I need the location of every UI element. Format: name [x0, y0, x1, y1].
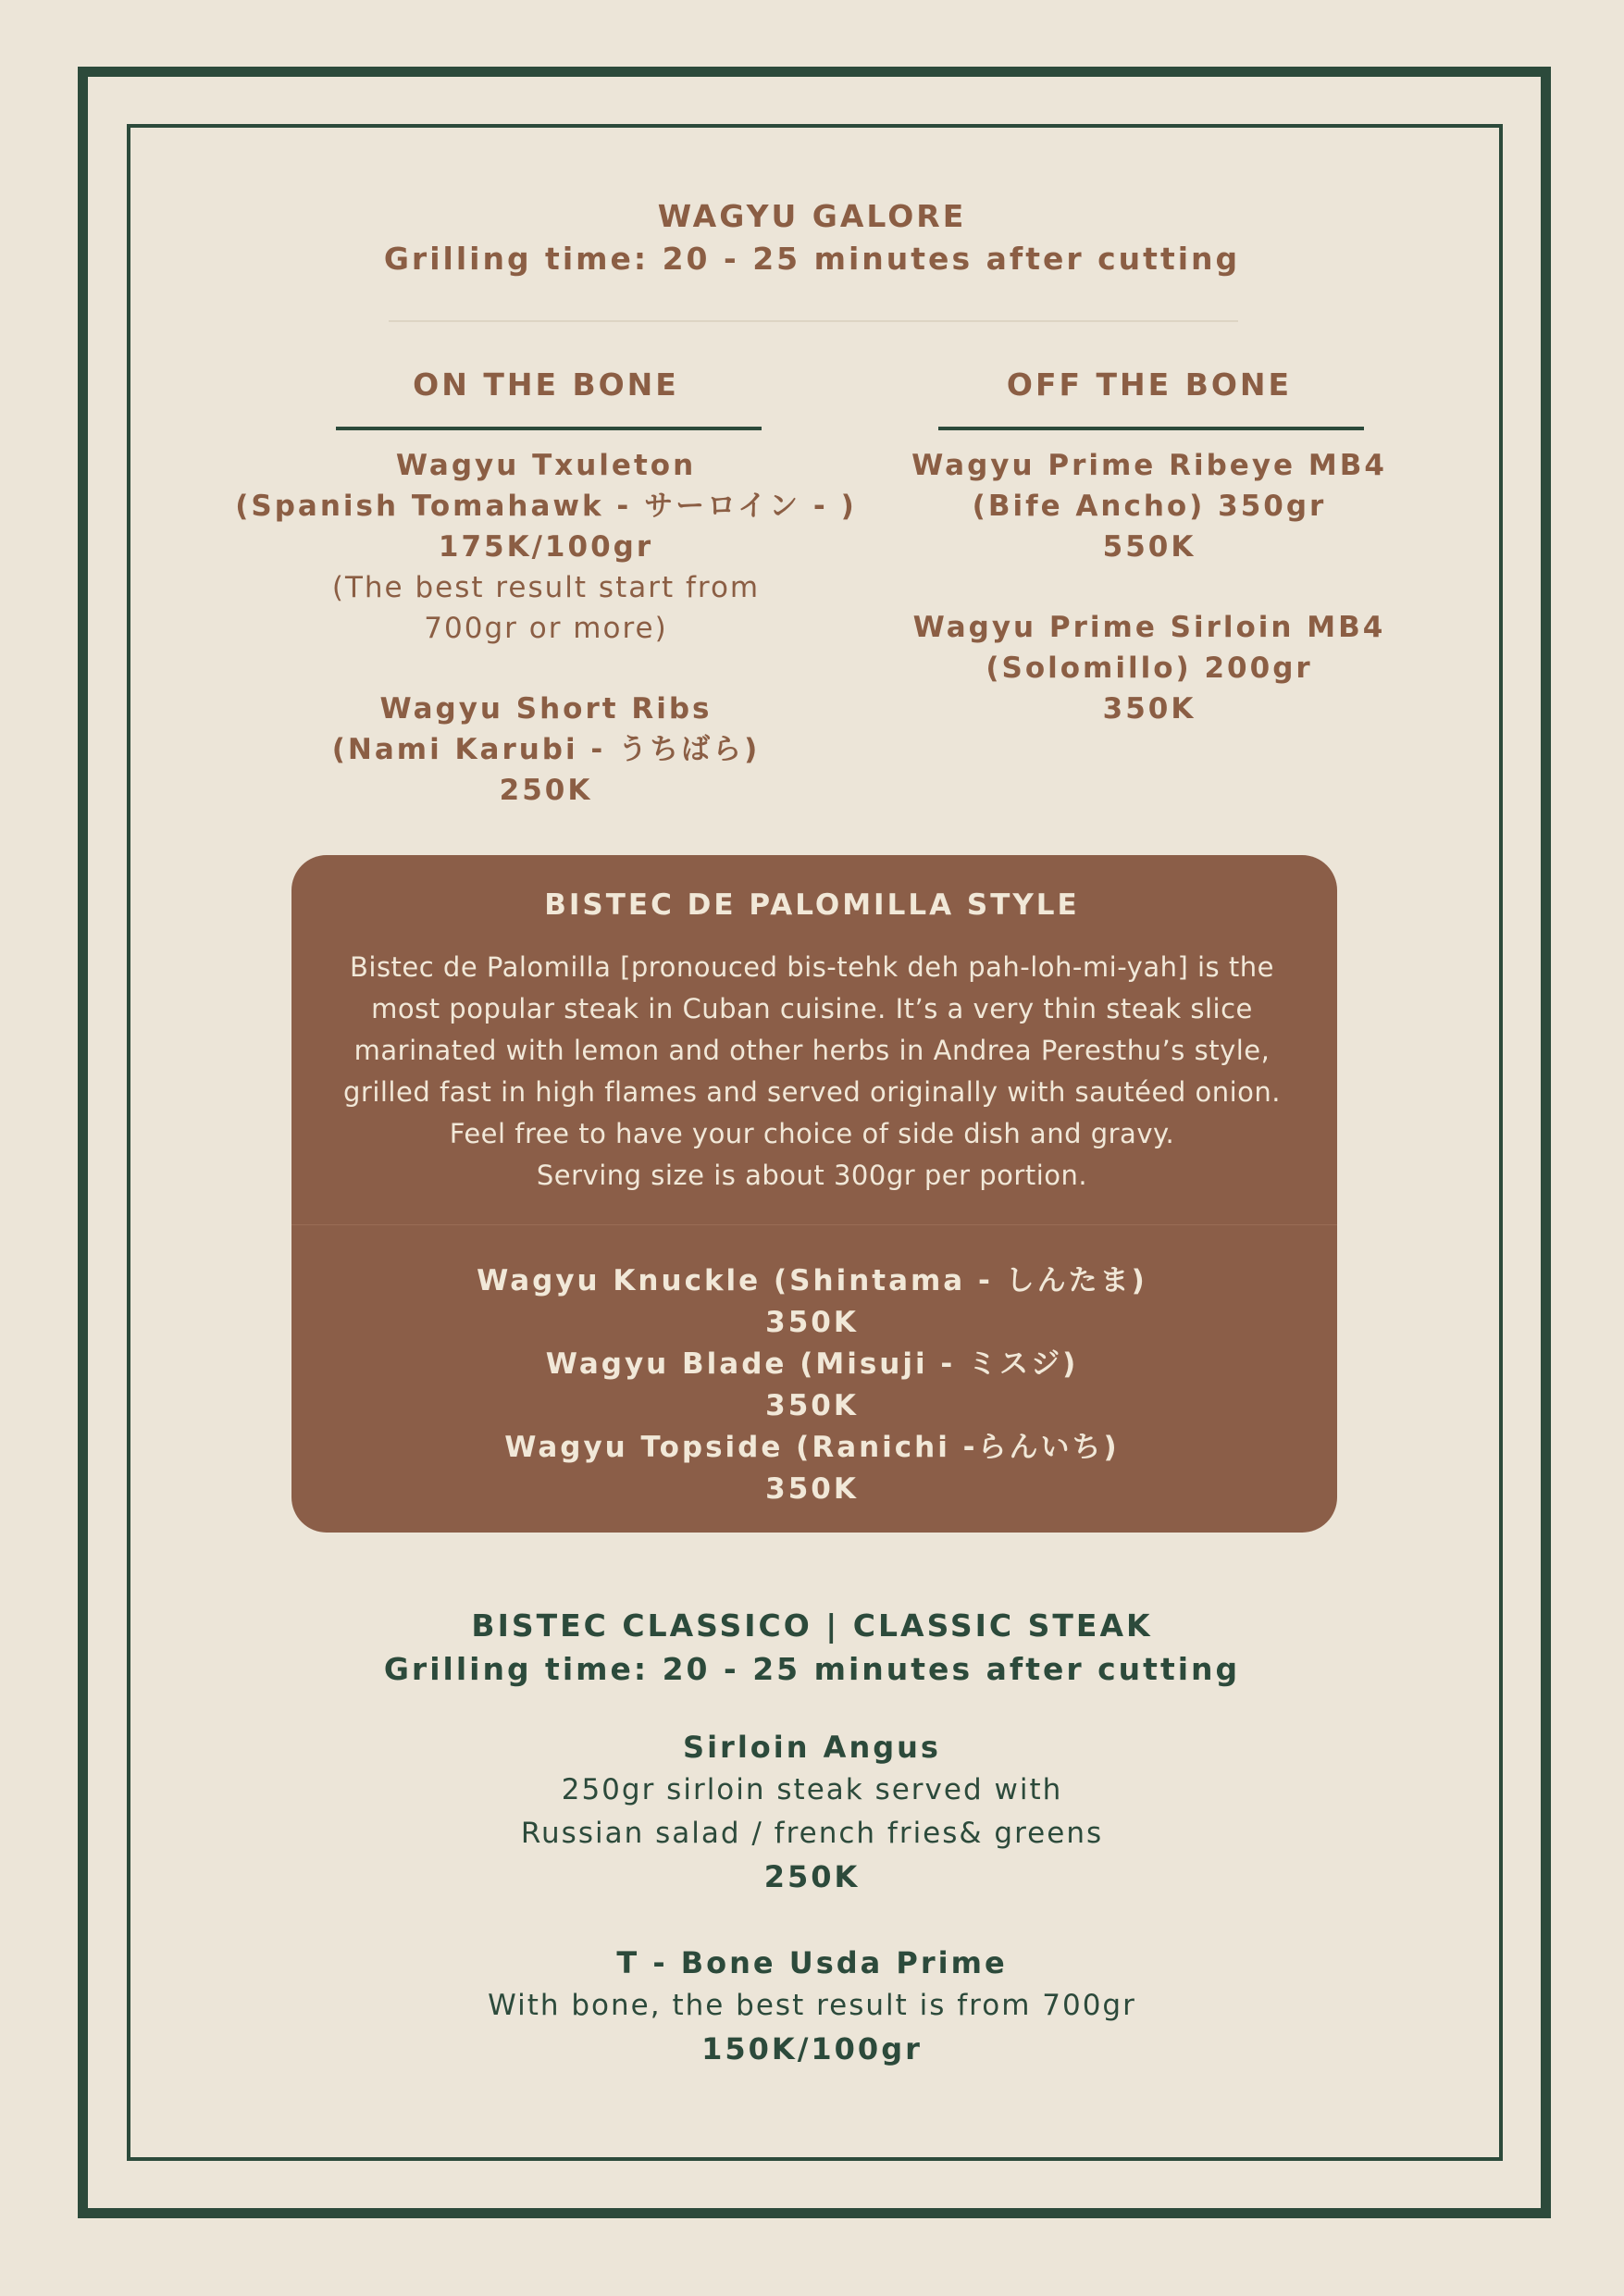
palomilla-item-name: Wagyu Knuckle (Shintama - しんたま)	[477, 1264, 1147, 1297]
palomilla-desc-line: Bistec de Palomilla [pronouced bis-tehk deh pah-loh-mi-yah] is the	[350, 951, 1274, 983]
palomilla-desc-line: grilled fast in high flames and served originally with sautéed onion.	[342, 1076, 1282, 1108]
palomilla-desc-line: Feel free to have your choice of side dish and gravy.	[449, 1118, 1175, 1149]
on-the-bone-rule	[336, 427, 762, 430]
txuleton-alt: (Spanish Tomahawk - サーロイン - )	[235, 490, 857, 523]
palomilla-items	[0, 1260, 1624, 1509]
palomilla-item-price: 350K	[765, 1389, 859, 1422]
ribeye-name: Wagyu Prime Ribeye MB4	[911, 449, 1387, 482]
tbone-item	[0, 1942, 1624, 2070]
tbone-name: T - Bone Usda Prime	[616, 1945, 1008, 1980]
palomilla-desc-line: marinated with lemon and other herbs in Andrea Peresthu’s style,	[353, 1035, 1271, 1066]
sirloin-mb4-name: Wagyu Prime Sirloin MB4	[912, 611, 1386, 644]
short-ribs-alt: (Nami Karubi - うちばら)	[331, 733, 761, 766]
txuleton-price: 175K/100gr	[438, 530, 654, 564]
palomilla-desc-line: most popular steak in Cuban cuisine. It’s a very thin steak slice	[371, 993, 1253, 1024]
sirloin-angus-name: Sirloin Angus	[683, 1730, 941, 1765]
palomilla-item-name: Wagyu Blade (Misuji - ミスジ)	[545, 1347, 1079, 1381]
txuleton-item	[213, 445, 879, 649]
ribeye-item	[816, 445, 1482, 567]
sirloin-angus-item	[0, 1726, 1624, 1898]
short-ribs-price: 250K	[499, 774, 593, 807]
txuleton-note-line2: 700gr or more)	[424, 612, 668, 645]
tbone-price: 150K/100gr	[701, 2031, 923, 2066]
palomilla-item-price: 350K	[765, 1306, 859, 1339]
palomilla-box-divider	[291, 1224, 1337, 1225]
classic-section-title: BISTEC CLASSICO | CLASSIC STEAK	[471, 1607, 1153, 1644]
on-the-bone-heading: ON THE BONE	[413, 366, 679, 403]
off-the-bone-heading: OFF THE BONE	[1006, 366, 1293, 403]
palomilla-description	[0, 947, 1624, 1197]
ribeye-price: 550K	[1102, 530, 1196, 564]
palomilla-item-name: Wagyu Topside (Ranichi -らんいち)	[504, 1431, 1120, 1464]
txuleton-name: Wagyu Txuleton	[395, 449, 697, 482]
ribeye-alt: (Bife Ancho) 350gr	[972, 490, 1327, 523]
txuleton-note-line1: (The best result start from	[331, 571, 761, 604]
off-the-bone-column	[816, 365, 1482, 405]
sirloin-mb4-item	[816, 607, 1482, 729]
sirloin-angus-price: 250K	[763, 1859, 861, 1894]
short-ribs-name: Wagyu Short Ribs	[379, 692, 713, 726]
sirloin-mb4-price: 350K	[1102, 692, 1196, 726]
classic-grilling-time: Grilling time: 20 - 25 minutes after cutting	[383, 1651, 1241, 1687]
sirloin-angus-desc-line1: 250gr sirloin steak served with	[561, 1773, 1063, 1806]
palomilla-desc-line: Serving size is about 300gr per portion.	[536, 1160, 1088, 1191]
wagyu-section-title: WAGYU GALORE	[657, 198, 967, 234]
palomilla-heading: BISTEC DE PALOMILLA STYLE	[544, 888, 1080, 922]
on-the-bone-column	[213, 365, 879, 405]
off-the-bone-rule	[938, 427, 1364, 430]
wagyu-grilling-time: Grilling time: 20 - 25 minutes after cutting	[383, 241, 1241, 277]
sirloin-mb4-alt: (Solomillo) 200gr	[986, 652, 1313, 685]
header-divider	[389, 320, 1238, 322]
palomilla-item-price: 350K	[765, 1472, 859, 1506]
tbone-desc: With bone, the best result is from 700gr	[488, 1989, 1136, 2022]
sirloin-angus-desc-line2: Russian salad / french fries& greens	[520, 1817, 1104, 1850]
short-ribs-item	[213, 689, 879, 811]
